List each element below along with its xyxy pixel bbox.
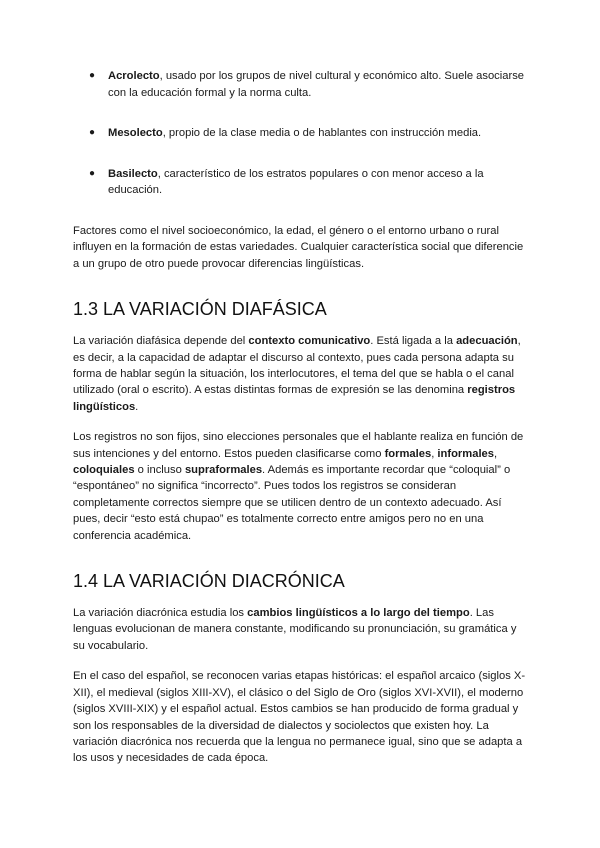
bold-term: registros lingüísticos	[73, 384, 516, 413]
text-run: La variación diafásica depende del	[73, 335, 249, 348]
bold-term: informales	[437, 447, 494, 460]
list-item	[73, 125, 529, 142]
text-run: ,	[431, 447, 438, 460]
text-run: . Está ligada a la	[370, 335, 457, 348]
text-run: . Además es importante recordar que “coloquial” o “espontáneo” no significa “incorrecto”. Pues todos los registros se consideran completamente correctos siempre que se utilicen dentro de un contexto adecuado. Así pues, decir “esto está chupao” es totalmente correcto entre amigos pero no en una conferencia académica.	[73, 464, 511, 542]
text-run: o incluso	[134, 464, 185, 477]
bullet-text: , característico de los estratos populares o con menor acceso a la educación.	[108, 167, 484, 197]
bullet-term: Acrolecto	[108, 70, 160, 82]
bullet-text: , usado por los grupos de nivel cultural y económico alto. Suele asociarse con la educación formal y la norma culta.	[108, 70, 525, 99]
page-content	[73, 68, 529, 767]
bullet-term: Mesolecto	[108, 127, 163, 140]
intro-paragraph: Factores como el nivel socioeconómico, la edad, el género o el entorno urbano o rural influyen en la formación de estas variedades. Cualquier característica social que diferencie a un grupo de otro puede provocar diferencias lingüísticas.	[73, 224, 524, 270]
text-run: La variación diacrónica estudia los	[73, 607, 248, 620]
text-run: Los registros no son fijos, sino elecciones personales que el hablante realiza en función de sus intenciones y del entorno. Estos pueden clasificarse como	[73, 431, 524, 460]
bold-term: formales	[384, 447, 432, 460]
bold-term: contexto comunicativo	[248, 335, 371, 348]
section-heading-diafasica: 1.3 LA VARIACIÓN DIAFÁSICA	[73, 299, 327, 320]
bullet-term: Basilecto	[108, 167, 158, 180]
bullet-icon: ●	[89, 127, 96, 139]
bold-term: coloquiales	[73, 464, 135, 477]
diacronica-paragraph-2: En el caso del español, se reconocen varias etapas históricas: el español arcaico (siglos X-XII), el medieval (siglos XIII-XV), el clásico o del Siglo de Oro (siglos XVI-XVII), el moderno (siglos XVIII-XIX) y el español actual. Estos cambios se han producido de forma gradual y son los responsables de la diversidad de dialectos y sociolectos que existen hoy. La variación diacrónica nos recuerda que la lengua no permanece igual, sino que se adapta a los usos y necesidades de cada época.	[73, 670, 526, 765]
text-run: ,	[494, 447, 498, 460]
list-item	[73, 166, 529, 199]
bold-term: adecuación	[456, 335, 518, 348]
text-run: . Las lenguas evolucionan de manera constante, modificando su pronunciación, su gramática y su vocabulario.	[73, 607, 517, 652]
diacronica-paragraph-1	[73, 605, 529, 654]
lect-bullet-list	[73, 68, 529, 199]
section-heading-diacronica: 1.4 LA VARIACIÓN DIACRÓNICA	[73, 571, 345, 592]
bold-term: supraformales	[184, 464, 263, 477]
text-run: .	[135, 400, 139, 413]
bullet-icon: ●	[89, 167, 96, 179]
list-item	[73, 68, 529, 101]
diafasica-paragraph-1	[73, 333, 529, 415]
diafasica-paragraph-2	[73, 429, 529, 544]
bullet-text: , propio de la clase media o de hablantes con instrucción media.	[162, 127, 482, 140]
text-run: , es decir, a la capacidad de adaptar el discurso al contexto, pues cada persona adapta su forma de hablar según la situación, los interlocutores, el tema del que se habla o el canal utilizado (oral o escrito). A estas distintas formas de expresión se las denomina	[73, 335, 521, 397]
bullet-icon: ●	[89, 70, 96, 81]
bold-term: cambios lingüísticos a lo largo del tiempo	[247, 607, 470, 620]
